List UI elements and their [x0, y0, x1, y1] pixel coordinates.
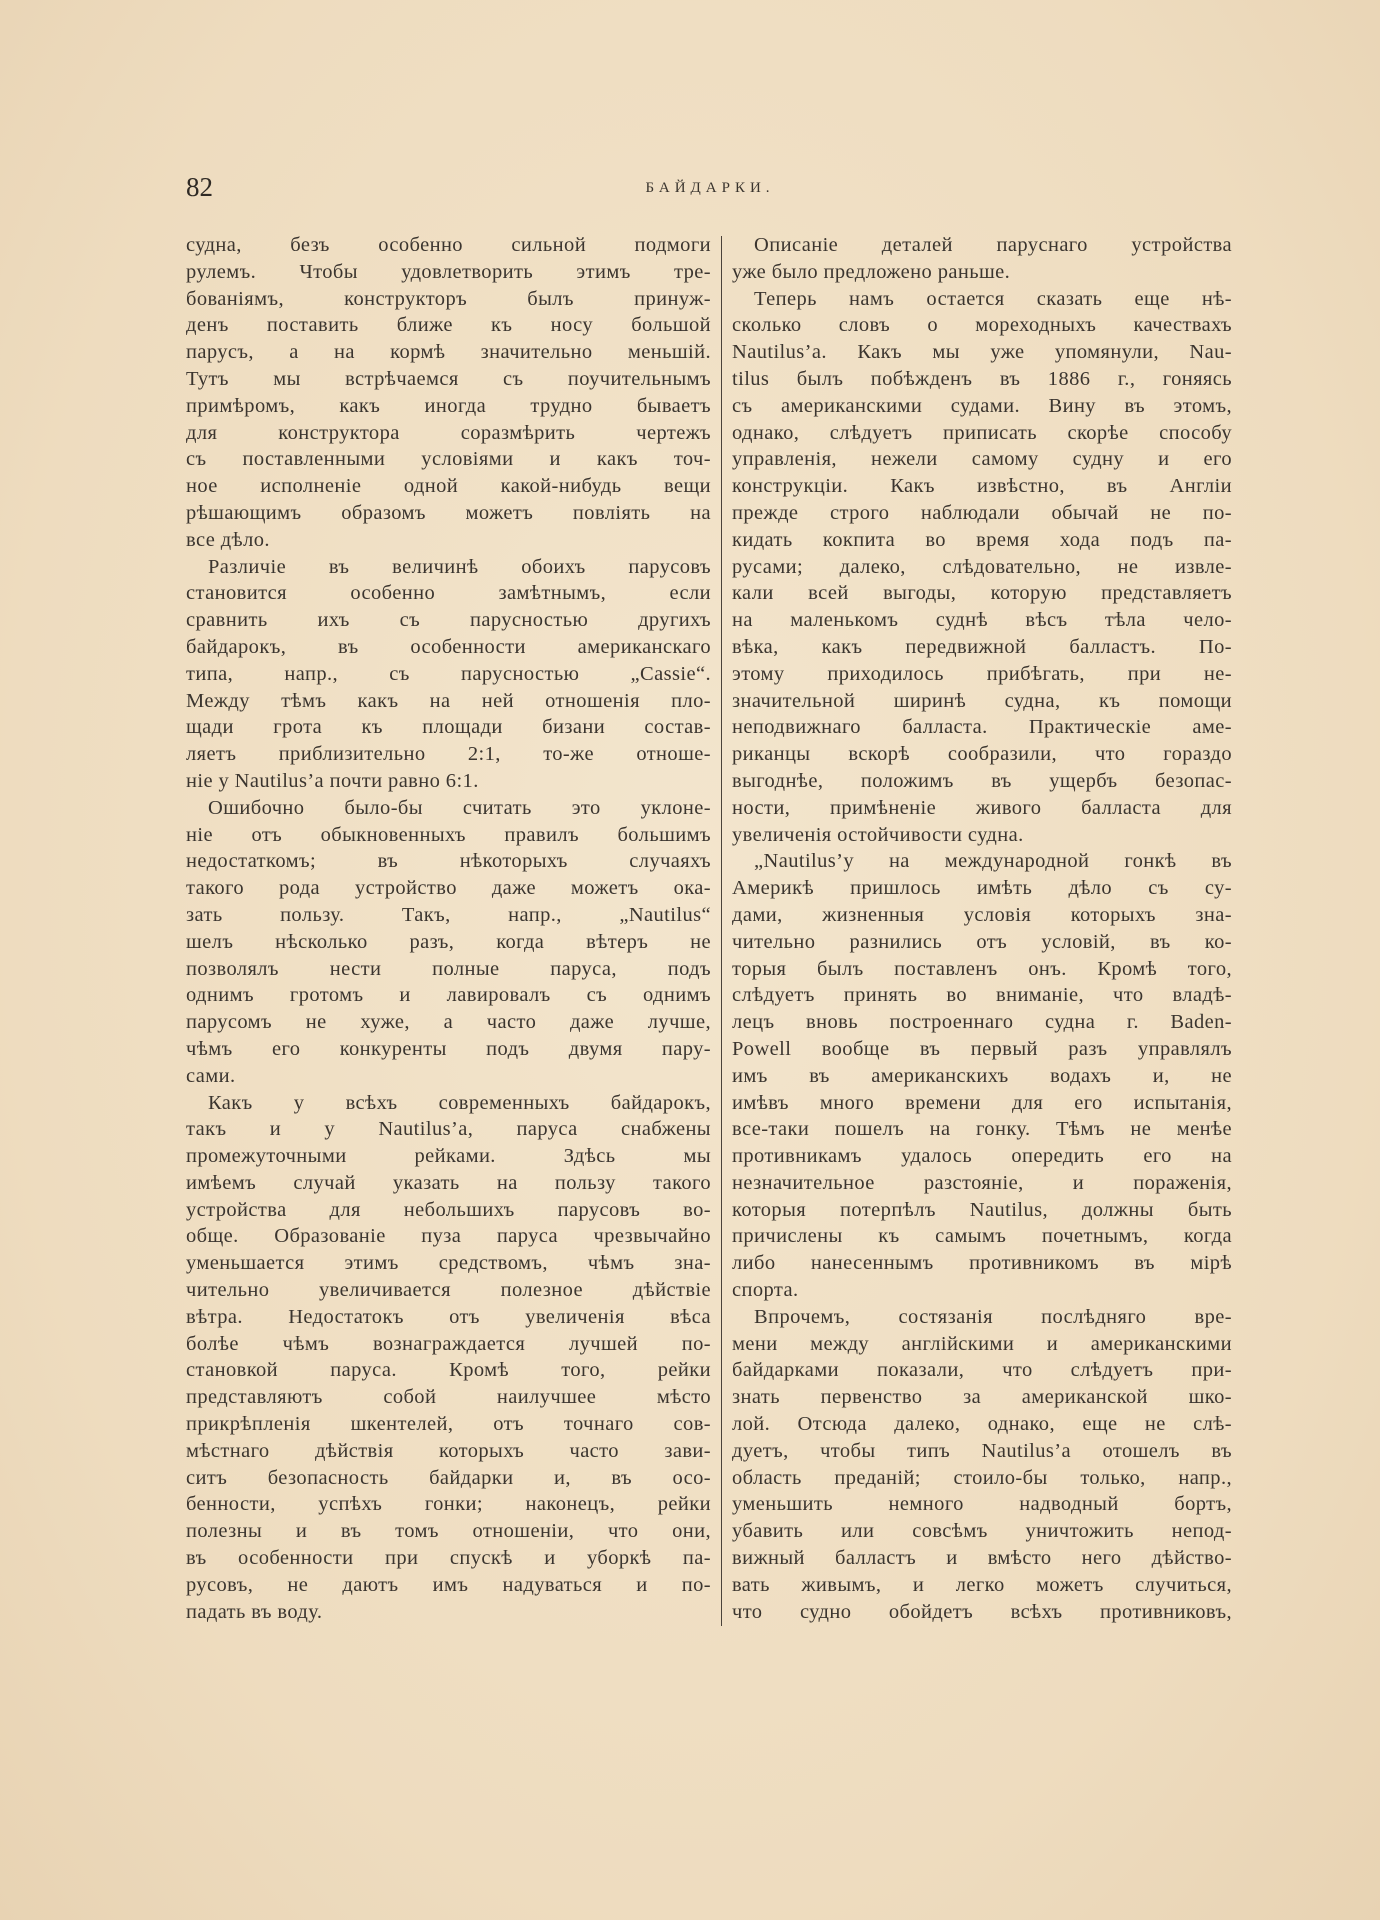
- text-line: Между тѣмъ какъ на ней отношенія пло-: [186, 689, 711, 712]
- text-line: такъ и у Nautilus’a, паруса снабжены: [186, 1118, 711, 1141]
- text-line: что судно обойдетъ всѣхъ противниковъ,: [732, 1600, 1232, 1623]
- paragraph: [186, 554, 711, 795]
- text-line: сами.: [186, 1064, 236, 1087]
- text-line: уменьшить немного надводный бортъ,: [732, 1493, 1232, 1516]
- text-line: представляютъ собой наилучшее мѣсто: [186, 1386, 711, 1409]
- text-line: обще. Образованіе пуза паруса чрезвычайно: [186, 1225, 711, 1248]
- text-line: съ поставленными условіями и какъ точ-: [186, 448, 711, 471]
- text-line: увеличенія остойчивости судна.: [732, 823, 1024, 846]
- text-line: причислены къ самымъ почетнымъ, когда: [732, 1225, 1232, 1248]
- text-line: знать первенство за американской шко-: [732, 1386, 1232, 1409]
- text-line: конструкціи. Какъ извѣстно, въ Англіи: [732, 475, 1232, 498]
- text-line: рѣшающимъ образомъ можетъ повліять на: [186, 501, 711, 524]
- text-line: все-таки пошелъ на гонку. Тѣмъ не менѣе: [732, 1118, 1232, 1141]
- left-column: [186, 232, 711, 1625]
- paragraph: [732, 1304, 1232, 1626]
- text-line: мени между англійскими и американскими: [732, 1332, 1232, 1355]
- text-line: управленія, нежели самому судну и его: [732, 448, 1232, 471]
- text-line: имѣемъ случай указать на пользу такого: [186, 1171, 711, 1194]
- paragraph: [186, 1090, 711, 1626]
- text-line: русами; далеко, слѣдовательно, не извле-: [732, 555, 1232, 578]
- text-line: однако, слѣдуетъ приписать скорѣе способу: [732, 421, 1232, 444]
- text-line: мѣстнаго дѣйствія которыхъ часто зави-: [186, 1439, 711, 1462]
- text-line: либо нанесеннымъ противникомъ въ мірѣ: [732, 1252, 1232, 1275]
- page-number: 82: [186, 172, 213, 202]
- text-line: риканцы вскорѣ сообразили, что гораздо: [732, 743, 1232, 766]
- text-line: область преданій; стоило-бы только, напр.,: [732, 1466, 1232, 1489]
- text-line: такого рода устройство даже можетъ ока-: [186, 877, 711, 900]
- text-line: сколько словъ о мореходныхъ качествахъ: [732, 314, 1232, 337]
- text-line: вѣтра. Недостатокъ отъ увеличенія вѣса: [186, 1305, 711, 1328]
- text-line: ситъ безопасность байдарки и, въ осо-: [186, 1466, 711, 1489]
- text-line: рулемъ. Чтобы удовлетворить этимъ тре-: [186, 260, 711, 283]
- running-head: БАЙДАРКИ.: [645, 180, 775, 196]
- text-line: лецъ вновь построеннаго судна г. Baden-: [732, 1011, 1232, 1034]
- text-line: уменьшается этимъ средствомъ, чѣмъ зна-: [186, 1252, 711, 1275]
- text-line: имѣвъ много времени для его испытанія,: [732, 1091, 1232, 1114]
- text-line: зать пользу. Такъ, напр., „Nautilus“: [186, 903, 711, 926]
- text-line: кали всей выгоды, которую представляетъ: [732, 582, 1232, 605]
- text-line: Теперь намъ остается сказать еще нѣ-: [754, 287, 1232, 310]
- text-line: торыя былъ поставленъ онъ. Кромѣ того,: [732, 957, 1232, 980]
- text-line: противникамъ удалось опередить его на: [732, 1145, 1232, 1168]
- text-line: значительной ширинѣ судна, къ помощи: [732, 689, 1232, 712]
- text-line: чительно увеличивается полезное дѣйствіе: [186, 1279, 711, 1302]
- text-line: чѣмъ его конкуренты подъ двумя пару-: [186, 1037, 711, 1060]
- text-line: незначительное разстояніе, и пораженія,: [732, 1171, 1232, 1194]
- text-line: недостаткомъ; въ нѣкоторыхъ случаяхъ: [186, 850, 711, 873]
- text-line: ное исполненіе одной какой-нибудь вещи: [186, 475, 711, 498]
- text-line: прежде строго наблюдали обычай не по-: [732, 501, 1232, 524]
- text-line: вѣка, какъ передвижной балластъ. По-: [732, 635, 1232, 658]
- text-line: промежуточными рейками. Здѣсь мы: [186, 1145, 711, 1168]
- text-line: этому приходилось прибѣгать, при не-: [732, 662, 1232, 685]
- text-line: типа, напр., съ парусностью „Cassie“.: [186, 662, 711, 685]
- text-line: ляетъ приблизительно 2:1, то-же отноше-: [186, 743, 711, 766]
- text-line: для конструктора соразмѣрить чертежъ: [186, 421, 711, 444]
- text-line: Америкѣ пришлось имѣть дѣло съ су-: [732, 877, 1232, 900]
- text-line: парусъ, а на кормѣ значительно меньшій.: [186, 341, 711, 364]
- text-line: неподвижнаго балласта. Практическіе аме-: [732, 716, 1232, 739]
- text-line: денъ поставить ближе къ носу большой: [186, 314, 711, 337]
- text-line: байдарками показали, что слѣдуетъ при-: [732, 1359, 1232, 1382]
- text-line: судна, безъ особенно сильной подмоги: [186, 234, 711, 256]
- text-line: Nautilus’a. Какъ мы уже упомянули, Nau-: [732, 341, 1232, 364]
- text-line: чительно разнились отъ условій, въ ко-: [732, 930, 1232, 953]
- text-line: спорта.: [732, 1279, 799, 1302]
- text-line: становкой паруса. Кромѣ того, рейки: [186, 1359, 711, 1382]
- column-rule: [721, 236, 722, 1626]
- right-column: [732, 232, 1232, 1625]
- text-line: имъ въ американскихъ водахъ и, не: [732, 1064, 1232, 1087]
- text-line: дами, жизненныя условія которыхъ зна-: [732, 903, 1232, 926]
- text-line: ніе отъ обыкновенныхъ правилъ большимъ: [186, 823, 711, 846]
- text-line: „Nautilus’y на международной гонкѣ въ: [754, 850, 1232, 873]
- text-line: ніе у Nautilus’a почти равно 6:1.: [186, 769, 479, 792]
- text-line: однимъ гротомъ и лавировалъ съ однимъ: [186, 984, 711, 1007]
- text-line: Описаніе деталей паруснаго устройства: [754, 234, 1232, 256]
- text-line: падать въ воду.: [186, 1600, 323, 1623]
- paragraph: [186, 232, 711, 554]
- text-line: прикрѣпленія шкентелей, отъ точнаго сов-: [186, 1413, 711, 1436]
- text-line: позволялъ нести полные паруса, подъ: [186, 957, 711, 980]
- paragraph: [732, 286, 1232, 849]
- text-line: щади грота къ площади бизани состав-: [186, 716, 711, 739]
- text-line: вижный балластъ и вмѣсто него дѣйство-: [732, 1547, 1232, 1570]
- text-line: уже было предложено раньше.: [732, 260, 1011, 283]
- text-line: вать живымъ, и легко можетъ случиться,: [732, 1573, 1232, 1596]
- text-line: Различіе въ величинѣ обоихъ парусовъ: [208, 555, 711, 578]
- text-line: Powell вообще въ первый разъ управлялъ: [732, 1037, 1232, 1060]
- text-line: на маленькомъ суднѣ вѣсъ тѣла чело-: [732, 609, 1232, 632]
- text-line: Впрочемъ, состязанія послѣдняго вре-: [754, 1305, 1232, 1328]
- text-line: становится особенно замѣтнымъ, если: [186, 582, 711, 605]
- text-line: выгоднѣе, положимъ въ ущербъ безопас-: [732, 769, 1232, 792]
- text-line: слѣдуетъ принять во вниманіе, что владѣ-: [732, 984, 1232, 1007]
- text-line: ности, примѣненіе живого балласта для: [732, 796, 1232, 819]
- paragraph: [732, 232, 1232, 286]
- text-line: сравнить ихъ съ парусностью другихъ: [186, 609, 711, 632]
- text-line: болѣе чѣмъ вознаграждается лучшей по-: [186, 1332, 711, 1355]
- text-line: устройства для небольшихъ парусовъ во-: [186, 1198, 711, 1221]
- text-line: Какъ у всѣхъ современныхъ байдарокъ,: [208, 1091, 711, 1114]
- text-line: байдарокъ, въ особенности американскаго: [186, 635, 711, 658]
- text-line: полезны и въ томъ отношеніи, что они,: [186, 1520, 711, 1543]
- text-line: русовъ, не даютъ имъ надуваться и по-: [186, 1573, 711, 1596]
- text-line: бенности, успѣхъ гонки; наконецъ, рейки: [186, 1493, 711, 1516]
- text-line: примѣромъ, какъ иногда трудно бываетъ: [186, 394, 711, 417]
- paragraph: [186, 795, 711, 1090]
- text-line: дуетъ, чтобы типъ Nautilus’a отошелъ въ: [732, 1439, 1232, 1462]
- text-line: бованіямъ, конструкторъ былъ принуж-: [186, 287, 711, 310]
- text-line: все дѣло.: [186, 528, 270, 551]
- paragraph: [732, 848, 1232, 1304]
- text-line: Тутъ мы встрѣчаемся съ поучительнымъ: [186, 367, 711, 390]
- text-line: съ американскими судами. Вину въ этомъ,: [732, 394, 1232, 417]
- text-line: убавить или совсѣмъ уничтожить непод-: [732, 1520, 1232, 1543]
- text-line: Ошибочно было-бы считать это уклоне-: [208, 796, 711, 819]
- text-line: которыя потерпѣлъ Nautilus, должны быть: [732, 1198, 1232, 1221]
- text-line: парусомъ не хуже, а часто даже лучше,: [186, 1011, 711, 1034]
- text-line: лой. Отсюда далеко, однако, еще не слѣ-: [732, 1413, 1232, 1436]
- text-line: шелъ нѣсколько разъ, когда вѣтеръ не: [186, 930, 711, 953]
- text-line: tilus былъ побѣжденъ въ 1886 г., гоняясь: [732, 367, 1232, 390]
- text-line: кидать кокпита во время хода подъ па-: [732, 528, 1232, 551]
- text-line: въ особенности при спускѣ и уборкѣ па-: [186, 1547, 711, 1570]
